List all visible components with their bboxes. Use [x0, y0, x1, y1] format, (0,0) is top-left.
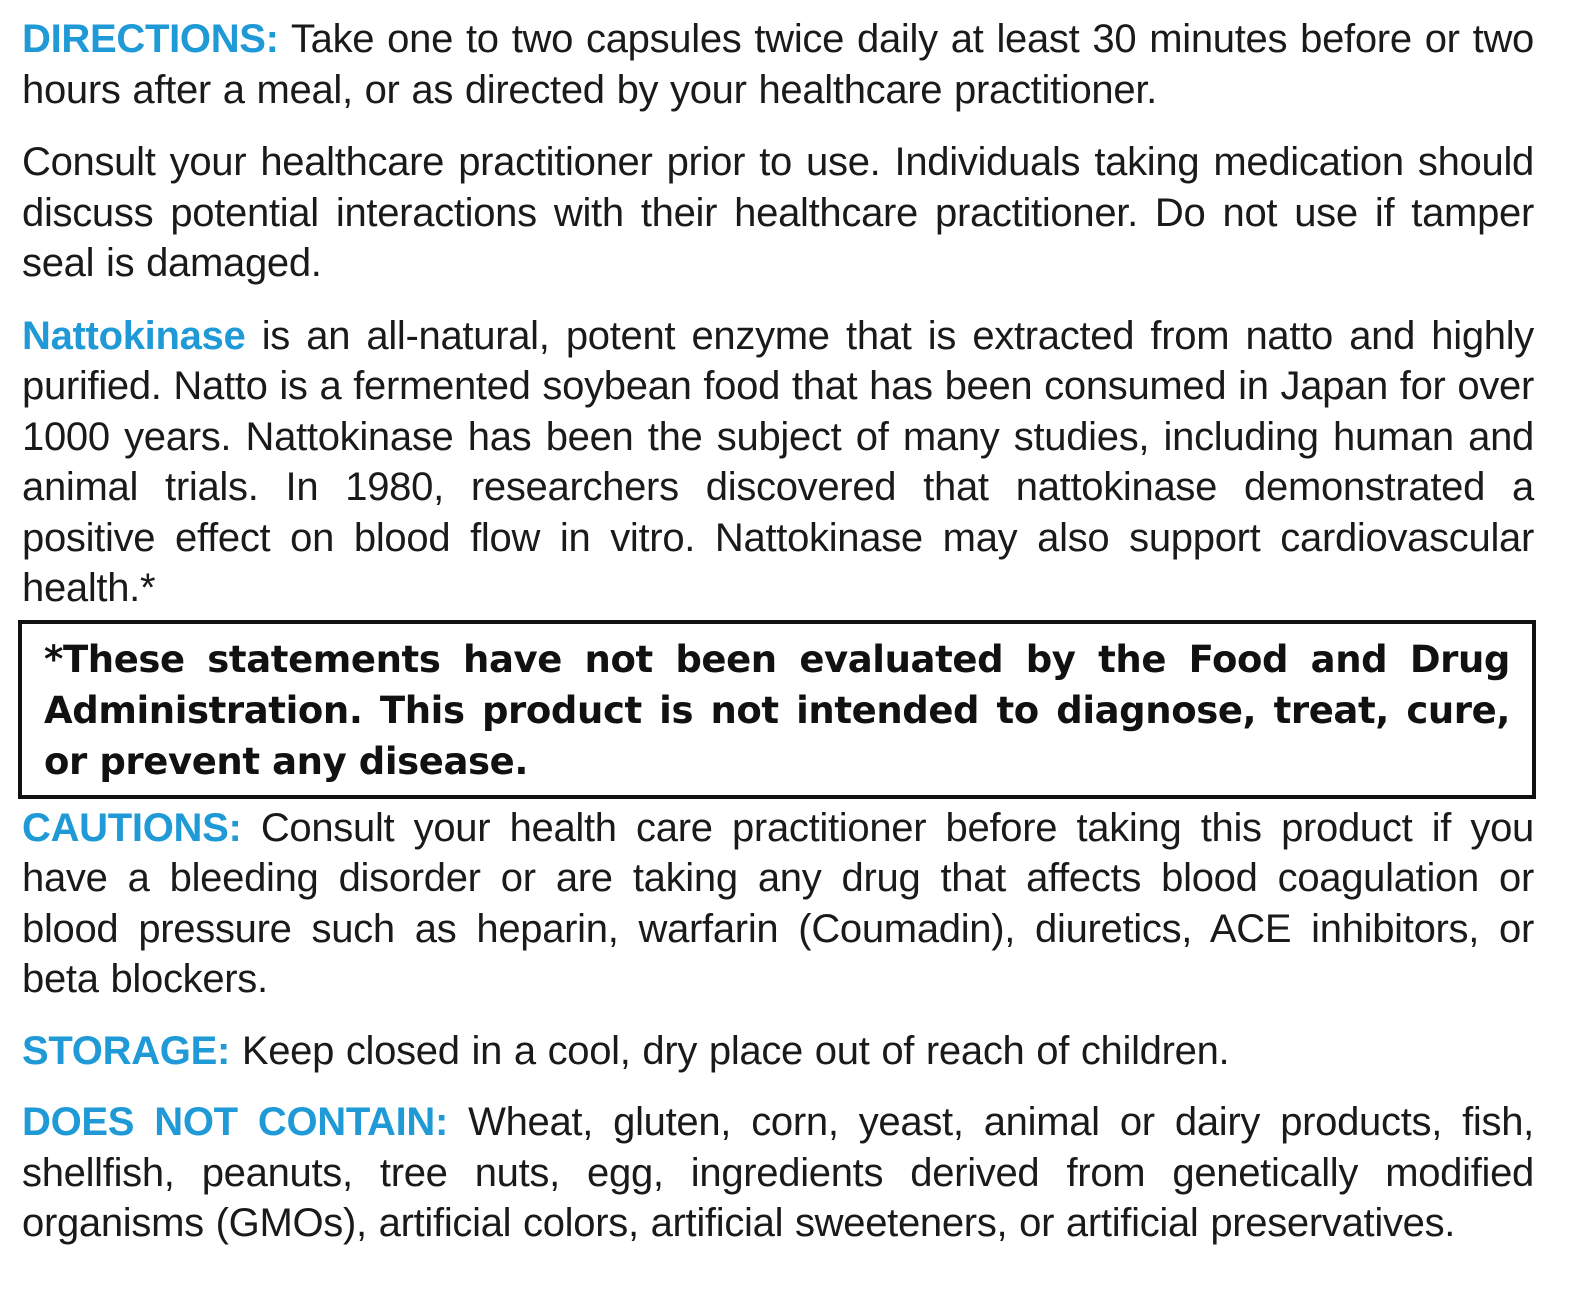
consult-text: Consult your healthcare practitioner prior to use. Individuals taking medication should discuss potential interactions with their healthcare practitioner. Do not use if tamper seal is damaged.: [22, 140, 1534, 285]
cautions-text: Consult your health care practitioner before taking this product if you have a bleeding disorder or are taking any drug that affects blood coagulation or blood pressure such as heparin, warfarin (Coumadin), diuretics, ACE inhibitors, or beta blockers.: [22, 805, 1534, 1001]
cautions-heading: CAUTIONS:: [22, 805, 242, 850]
fda-disclaimer-text: *These statements have not been evaluated by the Food and Drug Administration. This product is not intended to diagnose, treat, cure, or prevent any disease.: [44, 637, 1510, 783]
nattokinase-text: is an all-natural, potent enzyme that is extracted from natto and highly purified. Natto is a fermented soybean food that has been consumed in Japan for over 1000 years. Nattokinase has been the subject of many studies, including human and animal trials. In 1980, researchers discovered that nattokinase demonstrated a positive effect on blood flow in vitro. Nattokinase may also support cardiovascular health.*: [22, 313, 1534, 610]
directions-heading: DIRECTIONS:: [22, 17, 279, 61]
nattokinase-paragraph: [22, 311, 1534, 614]
nattokinase-heading: Nattokinase: [22, 313, 246, 358]
does-not-contain-text: Wheat, gluten, corn, yeast, animal or dairy products, fish, shellfish, peanuts, tree nuts, egg, ingredients derived from genetically modified organisms (GMOs), artificial colors, artificial sweeteners, or artificial preservatives.: [22, 1100, 1534, 1245]
does-not-contain-paragraph: [22, 1097, 1534, 1249]
does-not-contain-heading: DOES NOT CONTAIN:: [22, 1100, 449, 1144]
storage-text: Keep closed in a cool, dry place out of reach of children.: [230, 1028, 1230, 1073]
storage-paragraph: [22, 1026, 1534, 1077]
consult-paragraph: [22, 137, 1534, 289]
cautions-paragraph: [22, 803, 1534, 1005]
supplement-label-text: [22, 14, 1534, 1249]
storage-heading: STORAGE:: [22, 1028, 230, 1073]
directions-text: Take one to two capsules twice daily at least 30 minutes before or two hours after a meal, or as directed by your healthcare practitioner.: [22, 17, 1534, 112]
fda-disclaimer-box: [18, 620, 1536, 799]
directions-paragraph: [22, 14, 1534, 115]
